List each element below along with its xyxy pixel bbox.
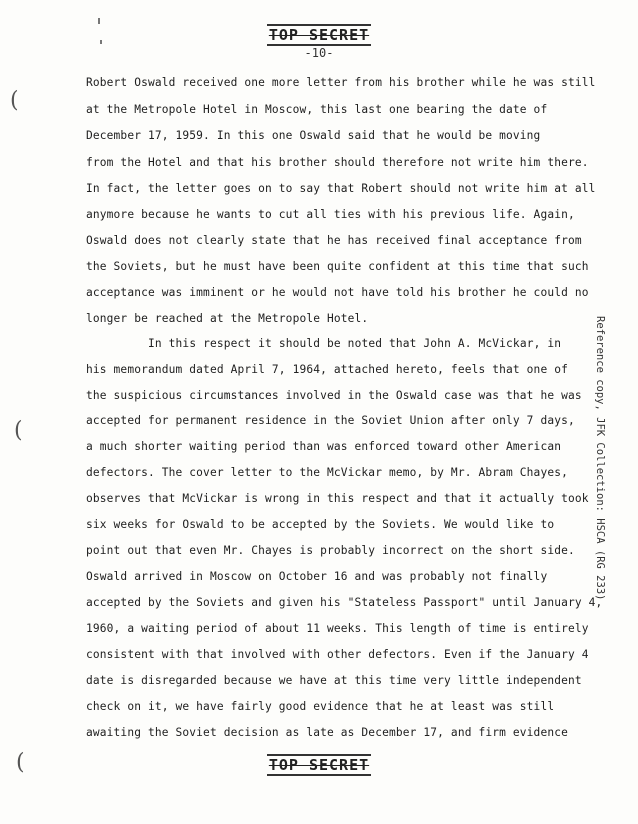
page-number: -10- [304,46,334,60]
body-line: consistent with that involved with other defectors. Even if the January 4 [86,648,589,661]
body-line: acceptance was imminent or he would not have told his brother he could no [86,286,589,299]
body-line: his memorandum dated April 7, 1964, attached hereto, feels that one of [86,363,568,376]
body-line: a much shorter waiting period than was enforced toward other American [86,440,562,453]
binder-hole-mark: ( [14,418,23,443]
scan-speck [98,18,100,24]
body-line: observes that McVickar is wrong in this respect and that it actually took [86,492,589,505]
classification-header-text: TOP SECRET [268,26,370,44]
body-line: six weeks for Oswald to be accepted by the Soviets. We would like to [86,518,555,531]
body-line: Oswald does not clearly state that he has received final acceptance from [86,234,582,247]
body-line: at the Metropole Hotel in Moscow, this last one bearing the date of [86,103,548,116]
body-line: accepted for permanent residence in the Soviet Union after only 7 days, [86,414,575,427]
body-line: December 17, 1959. In this one Oswald said that he would be moving [86,129,541,142]
body-line: anymore because he wants to cut all ties with his previous life. Again, [86,208,575,221]
body-line: In this respect it should be noted that John A. McVickar, in [148,337,562,350]
binder-hole-mark: ( [10,88,19,113]
body-line: check on it, we have fairly good evidence that he at least was still [86,700,555,713]
body-line: 1960, a waiting period of about 11 weeks. This length of time is entirely [86,622,589,635]
body-line: Oswald arrived in Moscow on October 16 and was probably not finally [86,570,548,583]
body-line: point out that even Mr. Chayes is probably incorrect on the short side. [86,544,575,557]
scan-speck [100,40,102,44]
classification-footer [0,754,638,776]
body-line: defectors. The cover letter to the McVickar memo, by Mr. Abram Chayes, [86,466,568,479]
body-line: Robert Oswald received one more letter from his brother while he was still [86,76,596,89]
body-line: awaiting the Soviet decision as late as December 17, and firm evidence [86,726,568,739]
body-line: the suspicious circumstances involved in the Oswald case was that he was [86,389,582,402]
body-line: longer be reached at the Metropole Hotel. [86,312,369,325]
body-line: date is disregarded because we have at this time very little independent [86,674,582,687]
binder-hole-mark: ( [16,750,25,775]
classification-header [0,24,638,46]
classification-footer-text: TOP SECRET [268,756,370,774]
body-line: accepted by the Soviets and given his "Stateless Passport" until January 4, [86,596,603,609]
body-line: from the Hotel and that his brother should therefore not write him there. [86,156,589,169]
body-line: In fact, the letter goes on to say that Robert should not write him at all [86,182,596,195]
body-line: the Soviets, but he must have been quite confident at this time that such [86,260,589,273]
archive-reference-note: Reference copy, JFK Collection: HSCA (RG 233) [594,316,606,601]
